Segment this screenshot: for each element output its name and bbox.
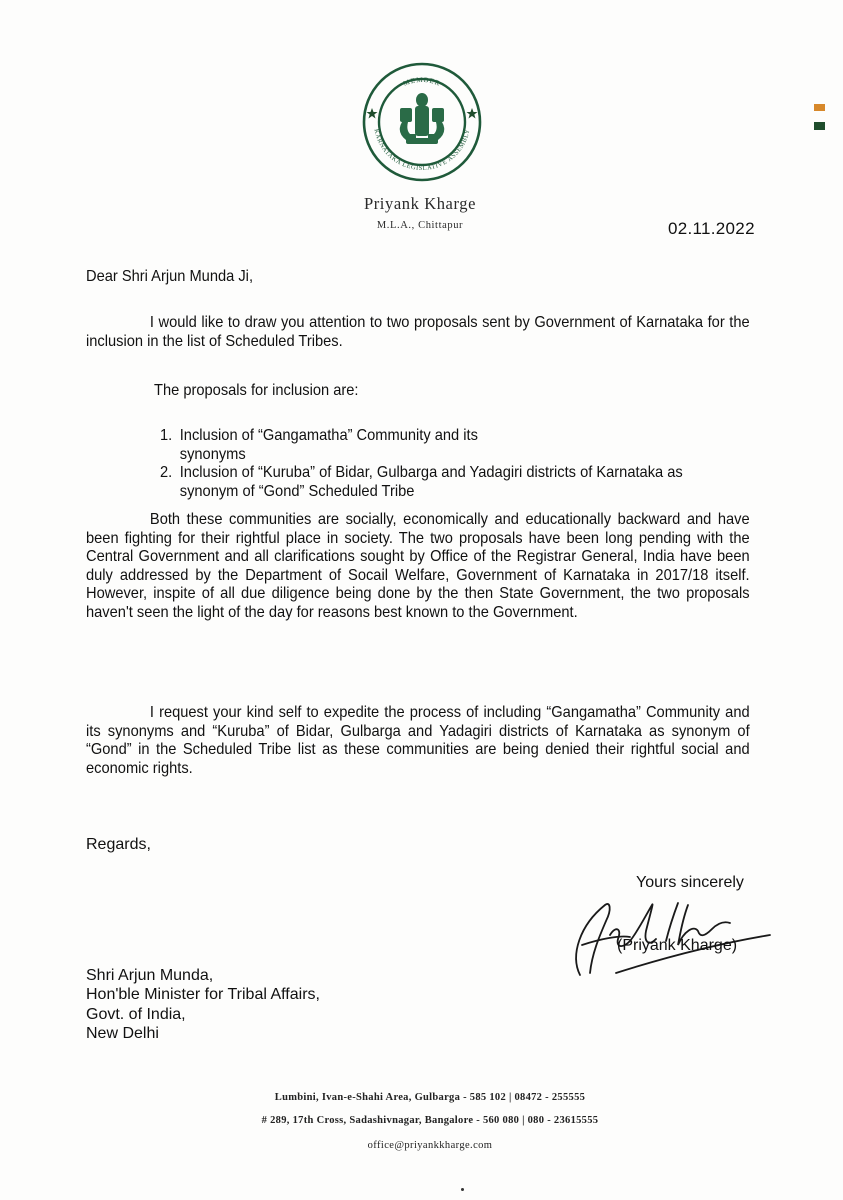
addressee-line: New Delhi [86,1025,159,1043]
signatory-name: (Priyank Kharge) [617,937,738,954]
addressee-line: Govt. of India, [86,1005,186,1023]
letter-date: 02.11.2022 [668,219,755,238]
addressee-line: Hon'ble Minister for Tribal Affairs, [86,986,320,1004]
letterhead-name: Priyank Kharge [363,194,477,213]
proposals-intro: The proposals for inclusion are: [154,382,359,399]
paragraph-3 [86,704,750,778]
footer-address-gulbarga: Lumbini, Ivan-e-Shahi Area, Gulbarga - 585 102 | 08472 - 255555 [274,1092,586,1103]
list-item-text: Inclusion of “Gangamatha” Community and its synonyms [179,427,478,463]
karnataka-legislative-assembly-emblem-icon [360,60,484,184]
footer-address-bangalore: # 289, 17th Cross, Sadashivnagar, Bangalore - 560 080 | 080 - 23615555 [261,1115,599,1126]
regards: Regards, [86,836,151,853]
letterhead-designation: M.L.A., Chittapur [376,220,464,231]
list-item-text: Inclusion of “Kuruba” of Bidar, Gulbarga and Yadagiri districts of Karnataka as synonym of “Gond” Scheduled Tribe [179,464,683,500]
list-item-number: 2. [160,464,173,482]
paragraph-3-text: I request your kind self to expedite the process of including “Gangamatha” Community and its synonyms and “Kuruba” of Bidar, Gulbarga and Yadagiri districts of Karnataka as synonym of “Gond” in the Scheduled Tribe list as these communities are being denied their rightful social and economic rights. [86,704,750,777]
punch-mark [461,1188,464,1191]
paragraph-1-text: I would like to draw you attention to two proposals sent by Government of Karnataka for the inclusion in the list of Scheduled Tribes. [86,314,750,350]
paragraph-2 [86,511,750,623]
addressee-block [86,966,320,1044]
flag-orange-mark [814,104,825,111]
paragraph-1 [86,314,750,351]
list-item [160,427,528,464]
salutation: Dear Shri Arjun Munda Ji, [86,268,254,285]
paragraph-2-text: Both these communities are socially, economically and educationally backward and have been fighting for their rightful place in society. The two proposals have been long pending with the Central Government and all clarifications sought by Office of the Registrar General, India have been duly addressed by the Department of Socail Welfare, Government of Karnataka in 2017/18 itself. However, inspite of all due diligence being done by the then State Government, the two proposals haven't seen the light of the day for reasons best known to the Government. [86,511,750,621]
addressee-line: Shri Arjun Munda, [86,967,214,984]
list-item [160,464,717,501]
svg-text:MEMBER: MEMBER [402,75,442,88]
footer-email: office@priyankkharge.com [367,1140,493,1151]
closing: Yours sincerely [636,874,744,891]
proposals-list [160,427,717,501]
flag-green-mark [814,122,825,130]
list-item-number: 1. [160,427,173,444]
svg-text:KARNATAKA LEGISLATIVE ASSEMBLY: KARNATAKA LEGISLATIVE ASSEMBLY [372,128,472,173]
